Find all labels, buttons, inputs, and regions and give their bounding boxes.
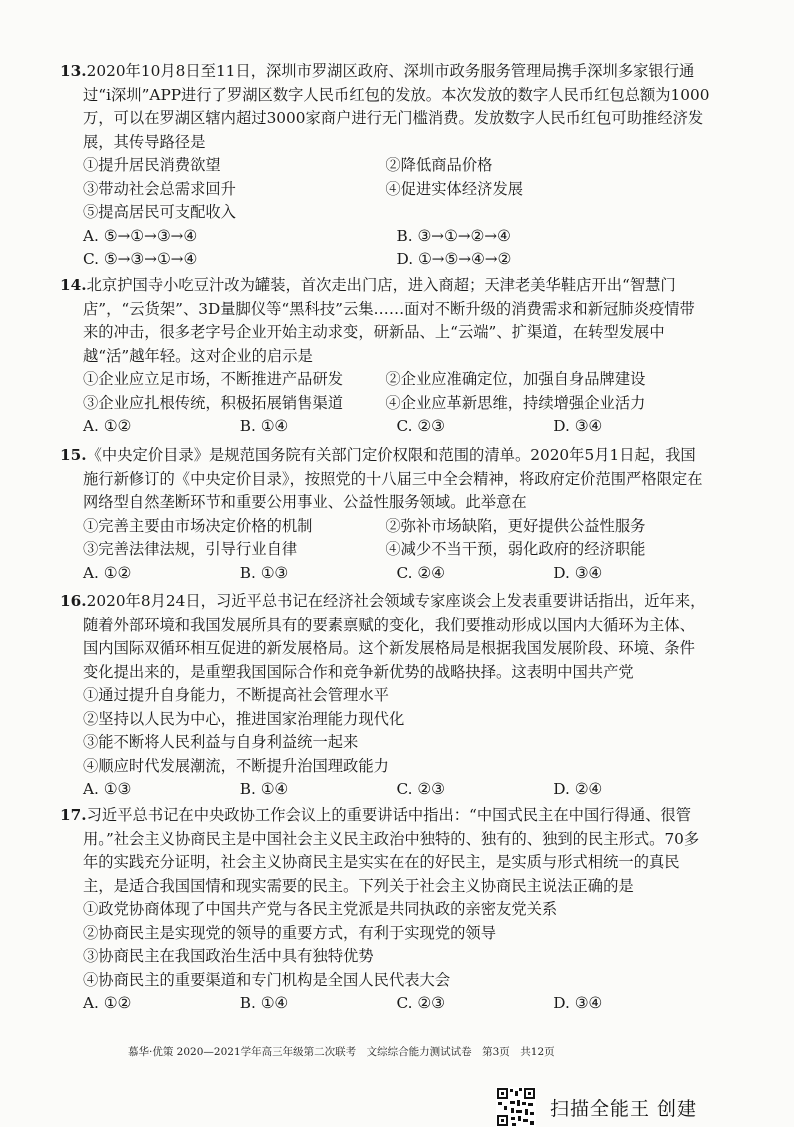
option-4: ④促进实体经济发展 <box>385 179 524 198</box>
question-number: 15. <box>60 446 87 464</box>
question-14 <box>60 274 710 439</box>
question-number: 14. <box>60 276 87 294</box>
option-1: ①企业应立足市场，不断推进产品研发 <box>83 370 344 388</box>
option-2: ②降低商品价格 <box>385 156 493 174</box>
answer-d: D. ③④ <box>553 994 603 1012</box>
option-2: ②坚持以人民为中心，推进国家治理能力现代化 <box>83 709 405 728</box>
question-stem: 北京护国寺小吃豆汁改为罐装，首次走出门店，进入商超；天津老美华鞋店开出“智慧门店”，“云货架”、3D量脚仪等“黑科技”云集……面对不断升级的消费需求和新冠肺炎疫情带来的冲击，很多老字号企业开始主动求变，研新品、上“云端”、扩渠道，在转型发展中越“活”越年轻。这对企业的启示是 <box>83 276 695 365</box>
answer-a: A. ①③ <box>83 780 132 798</box>
option-1: ①完善主要由市场决定价格的机制 <box>83 516 313 535</box>
option-3: ③企业应扎根传统，积极拓展销售渠道 <box>83 393 344 412</box>
question-stem: 2020年10月8日至11日，深圳市罗湖区政府、深圳市政务服务管理局携手深圳多家银行通过“i深圳”APP进行了罗湖区数字人民币红包的发放。本次发放的数字人民币红包总额为1000万，可以在罗湖区辖内超过3000家商户进行无门槛消费。发放数字人民币红包可助推经济发展，其传导路径是 <box>83 62 710 151</box>
question-13 <box>60 60 710 272</box>
scanner-watermark <box>496 1087 697 1127</box>
answer-b: B. ①④ <box>239 417 289 435</box>
question-number: 16. <box>60 592 87 610</box>
question-stem: 习近平总书记在中央政协工作会议上的重要讲话中指出：“中国式民主在中国行得通、很管用。”社会主义协商民主是中国社会主义民主政治中独特的、独有的、独到的民主形式。70多年的实践充分证明，社会主义协商民主是实实在在的好民主，是实质与形式相统一的真民主，是适合我国国情和现实需要的民主。下列关于社会主义协商民主说法正确的是 <box>83 806 700 895</box>
scanner-app-label: 扫描全能王 创建 <box>550 1097 698 1120</box>
answer-c: C. ②③ <box>396 994 445 1012</box>
option-1: ①政党协商体现了中国共产党与各民主党派是共同执政的亲密友党关系 <box>83 900 558 918</box>
answer-d: D. ③④ <box>553 417 603 435</box>
question-15 <box>60 444 710 585</box>
option-1: ①提升居民消费欲望 <box>83 156 221 174</box>
question-stem: 《中央定价目录》是规范国务院有关部门定价权限和范围的清单。2020年5月1日起，我国施行新修订的《中央定价目录》，按照党的十八届三中全会精神，将政府定价范围严格限定在网络型自然垄断环节和重要公用事业、公益性服务领域。此举意在 <box>83 446 703 511</box>
option-4: ④顺应时代发展潮流，不断提升治国理政能力 <box>83 756 389 775</box>
question-stem: 2020年8月24日，习近平总书记在经济社会领域专家座谈会上发表重要讲话指出，近年来，随着外部环境和我国发展所具有的要素禀赋的变化，我们要推动形成以国内大循环为主体、国内国际双循环相互促进的新发展格局。这个新发展格局是根据我国发展阶段、环境、条件变化提出来的，是重塑我国国际合作和竞争新优势的战略抉择。这表明中国共产党 <box>83 592 706 681</box>
answer-c: C. ②③ <box>396 780 445 798</box>
option-2: ②协商民主是实现党的领导的重要方式，有利于实现党的领导 <box>83 923 497 942</box>
option-4: ④企业应革新思维，持续增强企业活力 <box>385 393 646 412</box>
question-number: 13. <box>60 62 87 80</box>
answer-c: C. ⑤→③→①→④ <box>83 250 198 268</box>
question-17 <box>60 804 710 1016</box>
option-5: ⑤提高居民可支配收入 <box>83 203 236 221</box>
answer-a: A. ①② <box>83 417 132 435</box>
answer-d: D. ②④ <box>553 780 603 798</box>
answer-a: A. ⑤→①→③→④ <box>83 226 198 245</box>
answer-d: D. ①→⑤→④→② <box>396 250 512 268</box>
answer-a: A. ①② <box>83 994 132 1012</box>
answer-b: B. ①④ <box>239 994 289 1012</box>
answer-b: B. ③→①→②→④ <box>396 226 511 245</box>
option-3: ③带动社会总需求回升 <box>83 179 236 198</box>
page-footer: 慕华·优策 2020—2021学年高三年级第二次联考 文综综合能力测试试卷 第3页 共12页 <box>128 1046 555 1058</box>
answer-c: C. ②③ <box>396 417 445 435</box>
question-number: 17. <box>60 806 87 824</box>
option-2: ②弥补市场缺陷，更好提供公益性服务 <box>385 516 646 535</box>
question-16 <box>60 590 710 802</box>
answer-b: B. ①③ <box>239 563 289 582</box>
option-3: ③完善法律法规，引导行业自律 <box>83 540 298 558</box>
option-3: ③协商民主在我国政治生活中具有独特优势 <box>83 947 374 965</box>
option-4: ④协商民主的重要渠道和专门机构是全国人民代表大会 <box>83 970 451 989</box>
answer-c: C. ②④ <box>396 563 445 582</box>
option-2: ②企业应准确定位，加强自身品牌建设 <box>385 370 646 388</box>
answer-b: B. ①④ <box>239 780 289 798</box>
answer-d: D. ③④ <box>553 563 603 582</box>
qr-code-icon <box>496 1087 536 1127</box>
option-3: ③能不断将人民利益与自身利益统一起来 <box>83 733 359 751</box>
option-1: ①通过提升自身能力，不断提高社会管理水平 <box>83 686 389 704</box>
answer-a: A. ①② <box>83 563 132 582</box>
option-4: ④减少不当干预，弱化政府的经济职能 <box>385 540 646 558</box>
